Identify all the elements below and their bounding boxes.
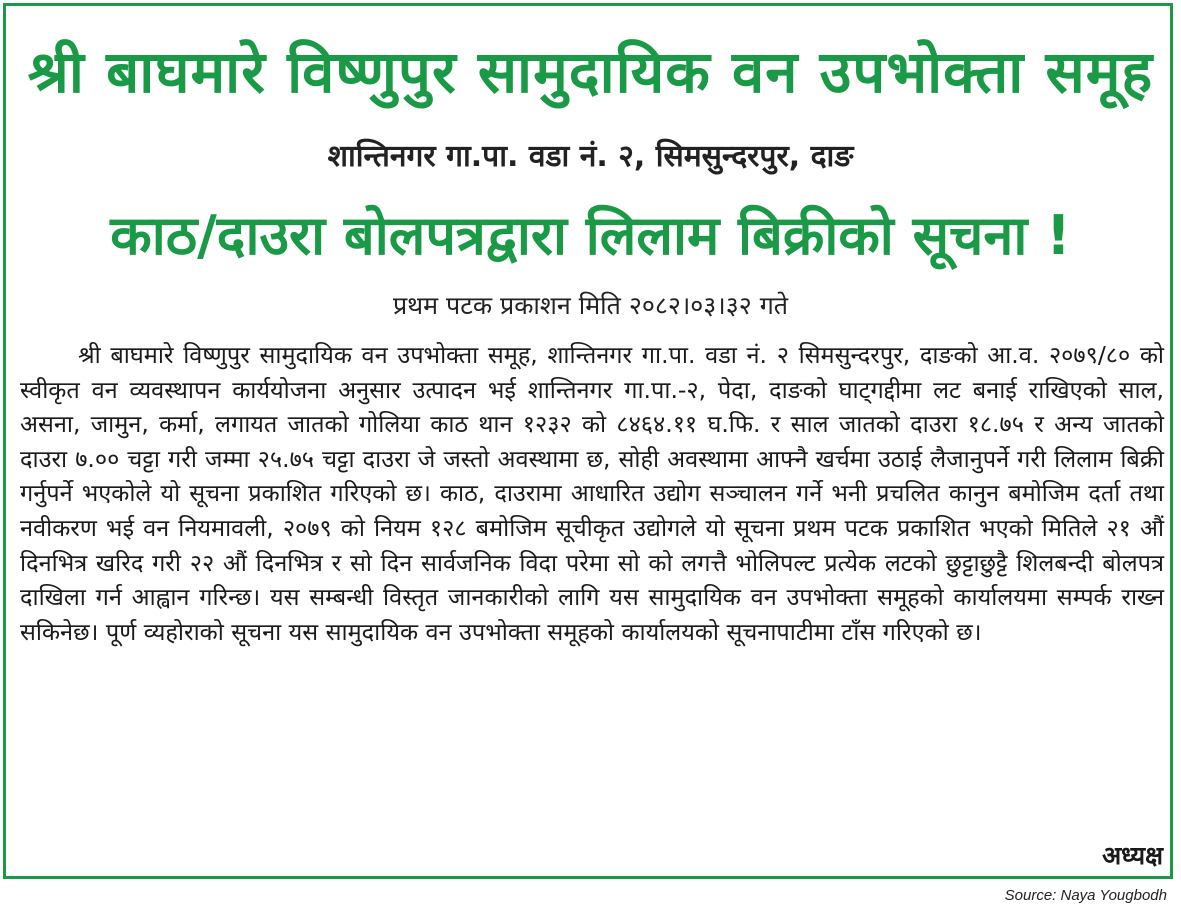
notice-title: श्री बाघमारे विष्णुपुर सामुदायिक वन उपभोक्ता समूह — [27, 38, 1154, 106]
notice-heading: काठ/दाउरा बोलपत्रद्वारा लिलाम बिक्रीको सूचना ! — [110, 204, 1071, 267]
signature: अध्यक्ष — [1102, 841, 1163, 870]
notice-body: श्री बाघमारे विष्णुपुर सामुदायिक वन उपभोक्ता समूह, शान्तिनगर गा.पा. वडा नं. २ सिमसुन्दरपुर, दाङको आ.व. २०७९/८० को स्वीकृत वन व्यवस्थापन कार्ययोजना अनुसार उत्पादन भई शान्तिनगर गा.पा.-२, पेदा, दाङको घाट्गद्दीमा लट बनाई राखिएको साल, असना, जामुन, कर्मा, लगायत जातको गोलिया काठ थान १२३२ को ८४६४.११ घ.फि. र साल जातको दाउरा १८.७५ र अन्य जातको दाउरा ७.०० चट्टा गरी जम्मा २५.७५ चट्टा दाउरा जे जस्तो अवस्थामा छ, सोही अवस्थामा आफ्नै खर्चमा उठाई लैजानुपर्ने गरी लिलाम बिक्री गर्नुपर्ने भएकोले यो सूचना प्रकाशित गरिएको छ। काठ, दाउरामा आधारित उद्योग सञ्चालन गर्ने भनी प्रचलित कानुन बमोजिम दर्ता तथा नवीकरण भई वन नियमावली, २०७९ को नियम १२८ बमोजिम सूचीकृत उद्योगले यो सूचना प्रथम पटक प्रकाशित भएको मितिले २१ औं दिनभित्र खरिद गरी २२ औं दिनभित्र र सो दिन सार्वजनिक विदा परेमा सो को लगत्तै भोलिपल्ट प्रत्येक लटको छुट्टाछुट्टै शिलबन्दी बोलपत्र दाखिला गर्न आह्वान गरिन्छ। यस सम्बन्धी विस्तृत जानकारीको लागि यस सामुदायिक वन उपभोक्ता समूहको कार्यालयमा सम्पर्क राख्न सकिनेछ। पूर्ण व्यहोराको सूचना यस सामुदायिक वन उपभोक्ता समूहको कार्यालयको सूचनापाटीमा टाँस गरिएको छ। — [20, 341, 1164, 646]
source-credit: Source: Naya Yougbodh — [1004, 887, 1167, 904]
publication-date: प्रथम पटक प्रकाशन मिति २०८२।०३।३२ गते — [392, 291, 789, 320]
notice-address: शान्तिनगर गा.पा. वडा नं. २, सिमसुन्दरपुर, दाङ — [327, 139, 854, 174]
